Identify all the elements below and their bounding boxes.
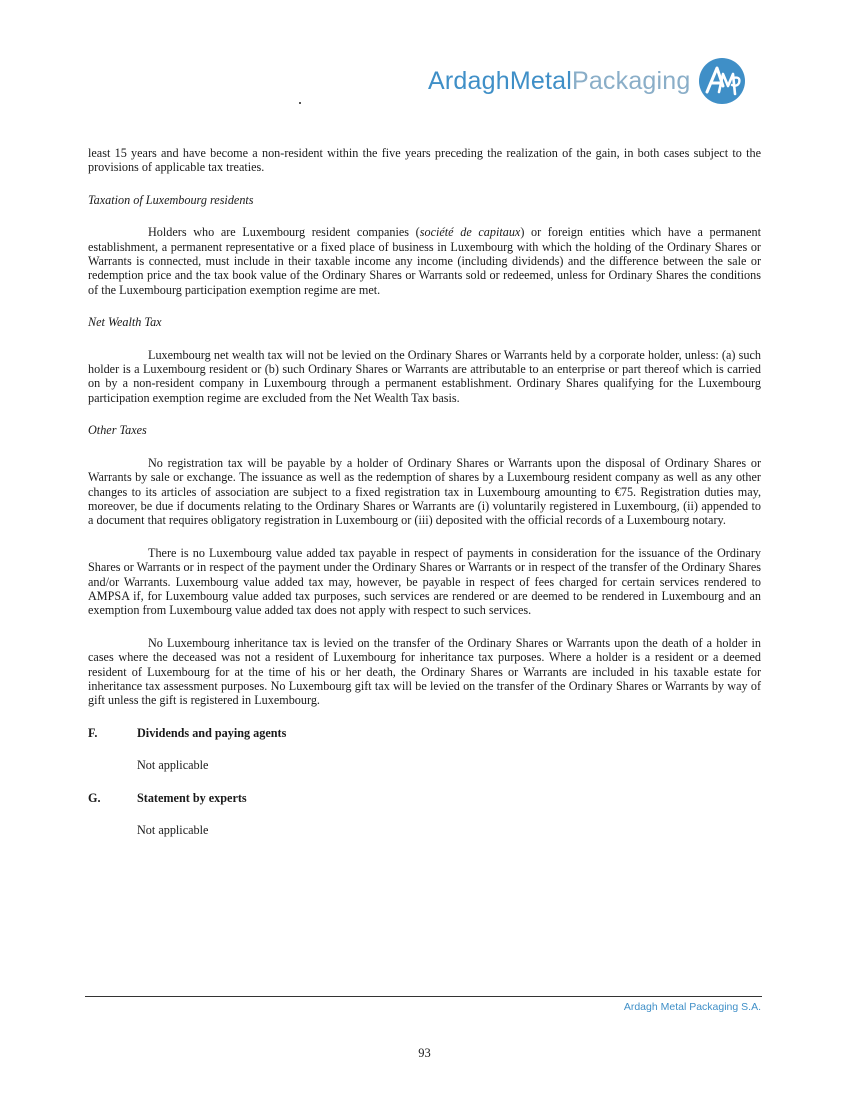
header-logo — [428, 56, 747, 106]
subheading-other-taxes: Other Taxes — [88, 423, 147, 438]
section-body-f: Not applicable — [137, 758, 209, 773]
paragraph-vat: There is no Luxembourg value added tax payable in respect of payments in consideration for the issuance of the Ordinary Shares or Warrants or in respect of the payment under the Ordinary Shares or Warrants or in respect of the transfer of the Ordinary Shares and/or Warrants. Luxembourg value added tax may, however, be payable in respect of fees charged for certain services rendered to AMPSA if, for Luxembourg value added tax purposes, such services are rendered or are deemed to be rendered in Luxembourg and an exemption from Luxembourg value added tax does not apply with respect to such services. — [88, 545, 761, 618]
stray-mark — [299, 102, 301, 104]
section-heading-g — [88, 791, 761, 805]
paragraph-residents — [88, 225, 761, 297]
brand-wordmark — [428, 66, 691, 95]
residents-italic-term: société de capitaux — [419, 225, 521, 240]
paragraph-net-wealth-tax: Luxembourg net wealth tax will not be levied on the Ordinary Shares or Warrants held by a corporate holder, unless: (a) such holder is a Luxembourg resident or (b) such Ordinary Shares or Warrants are attributable to an enterprise or part thereof which is carried on by a non-resident company in Luxembourg through a permanent establishment. Ordinary Shares qualifying for the Luxembourg participation exemption regime are excluded from the Net Wealth Tax basis. — [88, 347, 761, 405]
footer-company-name: Ardagh Metal Packaging S.A. — [623, 1001, 761, 1013]
section-title: Statement by experts — [137, 790, 247, 805]
footer-divider — [85, 996, 762, 997]
paragraph-registration-tax: No registration tax will be payable by a holder of Ordinary Shares or Warrants upon the disposal of Ordinary Shares or Warrants by sale or exchange. The issuance as well as the redemption of shares by a Luxembourg resident company as well as any other changes to its articles of association are subject to a fixed registration tax in Luxembourg amounting to €75. Registration duties may, moreover, be due if documents relating to the Ordinary Shares or Warrants are (i) voluntarily registered in Luxembourg, (ii) appended to a document that requires obligatory registration in Luxembourg or (iii) deposited with the official records of a Luxembourg notary. — [88, 455, 761, 528]
subheading-net-wealth-tax: Net Wealth Tax — [88, 315, 162, 330]
amp-logo-icon — [697, 56, 747, 106]
page-number: 93 — [418, 1046, 431, 1060]
paragraph-inheritance-tax: No Luxembourg inheritance tax is levied on the transfer of the Ordinary Shares or Warrants upon the death of a holder in cases where the deceased was not a resident of Luxembourg for inheritance tax purposes. Where a holder is a resident or a deemed resident of Luxembourg for at the time of his or her death, the Ordinary Shares or Warrants are included in his taxable estate for inheritance tax assessment purposes. No Luxembourg gift tax will be levied on the transfer of the Ordinary Shares or Warrants by way of gift unless the gift is registered in Luxembourg. — [88, 635, 761, 708]
section-heading-f — [88, 726, 761, 740]
document-body — [88, 146, 761, 855]
residents-text-1: Holders who are Luxembourg resident companies ( — [148, 225, 420, 240]
section-body-g: Not applicable — [137, 823, 209, 837]
section-letter: G. — [88, 790, 101, 805]
brand-part1: ArdaghMetal — [428, 66, 572, 95]
section-letter: F. — [88, 725, 98, 740]
section-title: Dividends and paying agents — [137, 725, 287, 740]
brand-part2: Packaging — [571, 66, 691, 95]
residents-text-2: ) or foreign entities which have a permanent establishment, a permanent representative or a fixed place of business in Luxembourg with which the holding of the Ordinary Shares or Warrants is connected, must include in their taxable income any income (including dividends) and the difference between the sale or redemption price and the tax book value of the Ordinary Shares or Warrants sold or redeemed, unless for Ordinary Shares the conditions of the Luxembourg participation exemption regime are met. — [88, 225, 761, 297]
paragraph-continuation: least 15 years and have become a non-resident within the five years preceding the realization of the gain, in both cases subject to the provisions of applicable tax treaties. — [88, 146, 761, 175]
subheading-luxembourg-residents: Taxation of Luxembourg residents — [88, 192, 254, 207]
